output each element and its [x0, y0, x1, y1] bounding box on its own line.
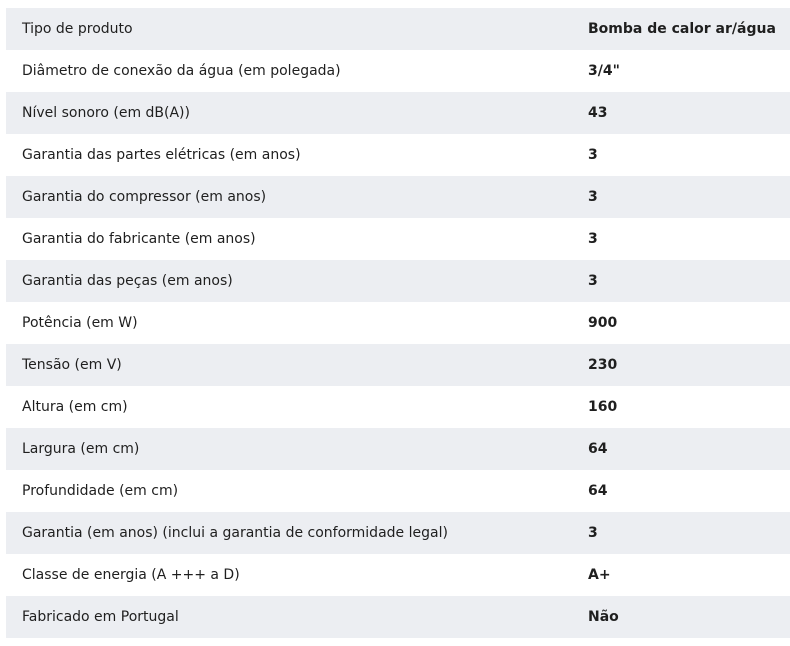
spec-label: Garantia do fabricante (em anos): [22, 231, 256, 247]
spec-value: 3/4": [588, 63, 620, 79]
spec-value: 43: [588, 105, 608, 121]
spec-label: Diâmetro de conexão da água (em polegada): [22, 63, 341, 79]
spec-value: 64: [588, 483, 608, 499]
spec-row-manufacturer-warranty: [6, 218, 790, 260]
spec-row-compressor-warranty: [6, 176, 790, 218]
spec-row-noise-level: [6, 92, 790, 134]
spec-table: [6, 8, 790, 638]
spec-value: 64: [588, 441, 608, 457]
spec-row-energy-class: [6, 554, 790, 596]
spec-row-width: [6, 428, 790, 470]
spec-row-depth: [6, 470, 790, 512]
spec-row-power: [6, 302, 790, 344]
spec-row-electrical-warranty: [6, 134, 790, 176]
spec-label: Largura (em cm): [22, 441, 140, 457]
spec-row-height: [6, 386, 790, 428]
spec-label: Garantia (em anos) (inclui a garantia de conformidade legal): [22, 525, 448, 541]
spec-value: Bomba de calor ar/água: [588, 21, 776, 37]
spec-value: 3: [588, 147, 598, 163]
spec-value: 3: [588, 189, 598, 205]
spec-row-water-connection: [6, 50, 790, 92]
spec-label: Tensão (em V): [22, 357, 122, 373]
spec-label: Potência (em W): [22, 315, 138, 331]
spec-label: Nível sonoro (em dB(A)): [22, 105, 190, 121]
spec-label: Classe de energia (A +++ a D): [22, 567, 240, 583]
spec-label: Profundidade (em cm): [22, 483, 179, 499]
spec-row-legal-warranty: [6, 512, 790, 554]
spec-row-voltage: [6, 344, 790, 386]
spec-value: 230: [588, 357, 618, 373]
spec-row-parts-warranty: [6, 260, 790, 302]
spec-label: Garantia das peças (em anos): [22, 273, 233, 289]
spec-label: Tipo de produto: [22, 21, 133, 37]
spec-value: 160: [588, 399, 618, 415]
spec-value: 3: [588, 231, 598, 247]
spec-row-made-in-portugal: [6, 596, 790, 638]
spec-row-product-type: [6, 8, 790, 50]
spec-value: Não: [588, 609, 619, 625]
spec-label: Garantia das partes elétricas (em anos): [22, 147, 301, 163]
spec-label: Garantia do compressor (em anos): [22, 189, 267, 205]
spec-label: Fabricado em Portugal: [22, 609, 179, 625]
spec-value: A+: [588, 567, 611, 583]
spec-value: 900: [588, 315, 618, 331]
spec-label: Altura (em cm): [22, 399, 128, 415]
spec-value: 3: [588, 525, 598, 541]
spec-value: 3: [588, 273, 598, 289]
